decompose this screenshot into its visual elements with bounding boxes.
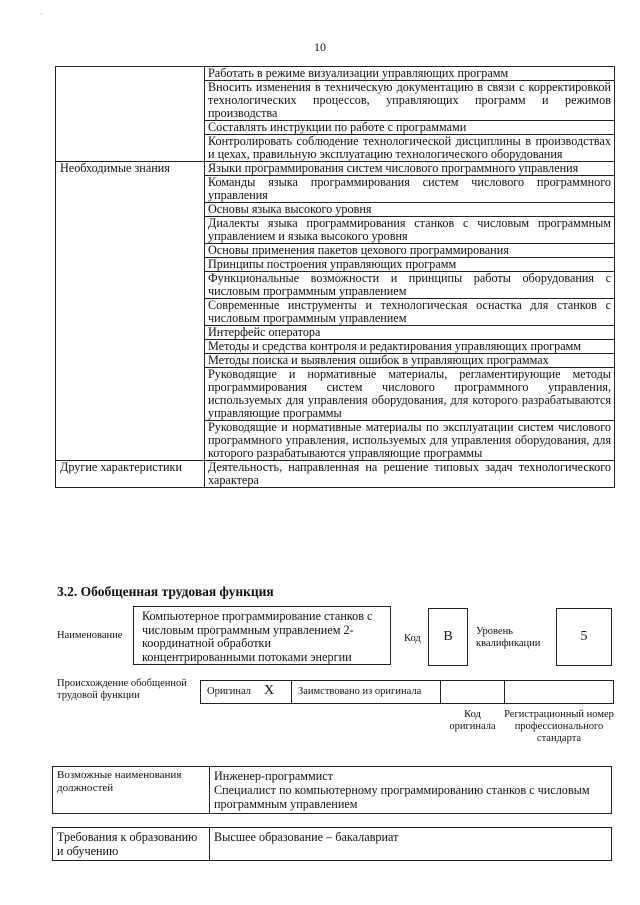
table-cell: Руководящие и нормативные материалы, регламентирующие методы программирования систем числового программного управления, используемых для управления оборудования, для которого разрабатываются управляющие программы: [205, 368, 615, 421]
table-cell: Диалекты языка программирования станков с числовым программным управлением и языка высокого уровня: [205, 217, 615, 244]
reg-number-cell: [504, 680, 614, 704]
name-label: Наименование: [57, 630, 123, 641]
table-cell: Основы применения пакетов цехового программирования: [205, 244, 615, 258]
table-cell: Вносить изменения в техническую документацию в связи с корректировкой технологических процессов, управляющих программ и режимов производства: [205, 81, 615, 121]
table-cell: Интерфейс оператора: [205, 326, 615, 340]
scan-dot: ·: [40, 10, 43, 19]
table-cell: Функциональные возможности и принципы работы оборудования с числовым программным управлением: [205, 272, 615, 299]
positions-table: [52, 766, 612, 814]
table-cell: Основы языка высокого уровня: [205, 203, 615, 217]
table-cell: Руководящие и нормативные материалы по эксплуатации систем числового программного управления, используемых для управления оборудования, для которого разрабатываются управляющие программы: [205, 421, 615, 461]
table-cell: Принципы построения управляющих программ: [205, 258, 615, 272]
positions-values: [210, 767, 612, 814]
education-label: Требования к образованию и обучению: [53, 828, 210, 861]
table-cell: Современные инструменты и технологическая оснастка для станков с числовым программным управлением: [205, 299, 615, 326]
code-label: Код: [404, 633, 421, 644]
table-cell: Методы поиска и выявления ошибок в управляющих программах: [205, 354, 615, 368]
position-item: Инженер-программист: [214, 769, 333, 783]
qualification-level-label: Уровень квалификации: [476, 626, 541, 649]
qualification-level-box: 5: [556, 608, 612, 666]
code-value-box: B: [428, 608, 468, 666]
position-item: Специалист по компьютерному программированию станков с числовым программным управлением: [214, 783, 590, 811]
education-table: [52, 827, 612, 861]
row-label-knowledge: Необходимые знания: [56, 162, 205, 461]
table-cell: Работать в режиме визуализации управляющих программ: [205, 67, 615, 81]
table-row: [56, 67, 615, 81]
table-cell: Команды языка программирования систем числового программного управления: [205, 176, 615, 203]
row-label-other: Другие характеристики: [56, 461, 205, 488]
table-row: [56, 461, 615, 488]
table-cell: Составлять инструкции по работе с программами: [205, 121, 615, 135]
table-cell: Контролировать соблюдение технологической дисциплины в производствах и цехах, правильную эксплуатацию технологического оборудования: [205, 135, 615, 162]
origin-label: Происхождение обобщенной трудовой функции: [57, 678, 187, 701]
reg-number-caption: Регистрационный номер профессионального стандарта: [504, 709, 614, 744]
table-row: [56, 162, 615, 176]
table-row: [53, 828, 612, 861]
code-original-cell: [440, 680, 505, 704]
table-cell: Методы и средства контроля и редактирования управляющих программ: [205, 340, 615, 354]
section-heading: 3.2. Обобщенная трудовая функция: [57, 584, 274, 599]
table-row: [53, 767, 612, 814]
page-number: 10: [314, 40, 326, 54]
function-name-box: Компьютерное программирование станков с числовым программным управлением 2-координатной обработки концентрированными потоками энергии: [133, 606, 391, 665]
original-label: Оригинал: [207, 686, 251, 697]
original-mark: X: [264, 683, 275, 698]
table-cell: Деятельность, направленная на решение типовых задач технологического характера: [205, 461, 615, 488]
skills-knowledge-table: [55, 66, 615, 488]
table-cell: Языки программирования систем числового программного управления: [205, 162, 615, 176]
code-original-caption: Код оригинала: [449, 709, 496, 732]
education-value: Высшее образование – бакалавриат: [210, 828, 612, 861]
borrowed-label: Заимствовано из оригинала: [298, 686, 422, 697]
row-label: [56, 67, 205, 162]
positions-label: Возможные наименования должностей: [53, 767, 210, 814]
